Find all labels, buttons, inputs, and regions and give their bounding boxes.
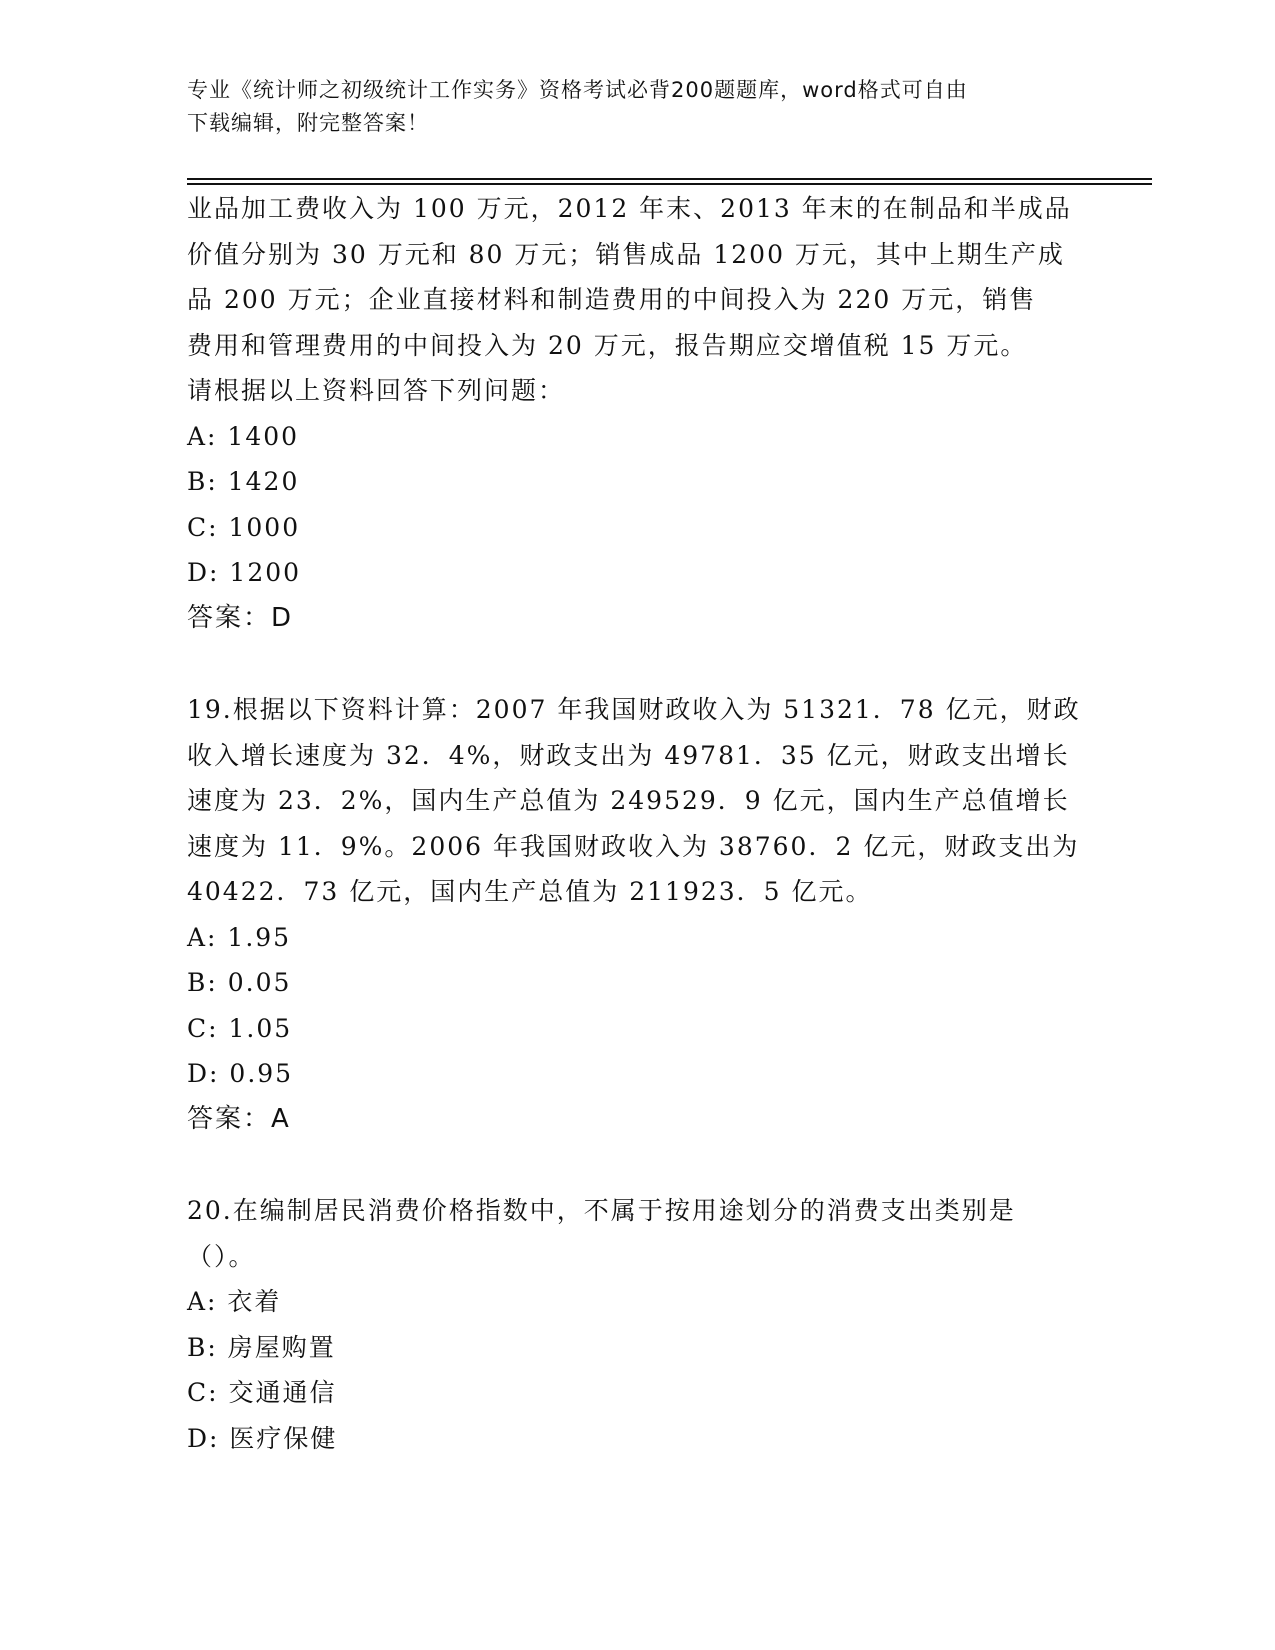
question-18 (187, 186, 1147, 641)
question-18-line-2: 价值分别为 30 万元和 80 万元；销售成品 1200 万元，其中上期生产成 (187, 239, 1065, 269)
header-rule-bottom (187, 183, 1152, 185)
question-19-option-d: D: 0.95 (187, 1059, 294, 1088)
question-18-line-5: 请根据以上资料回答下列问题： (187, 376, 566, 405)
question-18-line-4: 费用和管理费用的中间投入为 20 万元，报告期应交增值税 15 万元。 (187, 330, 1028, 360)
question-18-line-3: 品 200 万元；企业直接材料和制造费用的中间投入为 220 万元，销售 (187, 285, 1037, 314)
document-header (187, 74, 1077, 140)
question-20-option-d: D: 医疗保健 (187, 1423, 338, 1453)
question-20-option-c: C: 交通通信 (187, 1378, 337, 1407)
question-18-line-1: 业品加工费收入为 100 万元，2012 年末、2013 年末的在制品和半成品 (187, 194, 1072, 223)
spacer (187, 641, 1147, 687)
question-19 (187, 687, 1147, 1142)
question-19-line-3: 速度为 23．2%，国内生产总值为 249529．9 亿元，国内生产总值增长 (187, 786, 1070, 815)
question-19-option-b: B: 0.05 (187, 968, 292, 997)
question-18-option-c: C: 1000 (187, 512, 301, 542)
question-18-option-b: B: 1420 (187, 467, 300, 496)
question-18-answer: 答案：D (187, 602, 294, 633)
question-18-option-a: A: 1400 (187, 421, 300, 451)
question-20-option-b: B: 房屋购置 (187, 1332, 336, 1362)
header-line-1: 专业《统计师之初级统计工作实务》资格考试必背200题题库，word格式可自由 (187, 78, 968, 102)
question-18-option-d: D: 1200 (187, 558, 302, 587)
header-line-2: 下载编辑，附完整答案！ (187, 111, 429, 135)
document-body (187, 186, 1147, 1461)
question-19-line-2: 收入增长速度为 32．4%，财政支出为 49781．35 亿元，财政支出增长 (187, 740, 1070, 770)
question-20 (187, 1188, 1147, 1461)
question-19-option-c: C: 1.05 (187, 1013, 293, 1043)
spacer (187, 1142, 1147, 1188)
question-19-answer: 答案：A (187, 1103, 291, 1134)
question-19-line-5: 40422．73 亿元，国内生产总值为 211923．5 亿元。 (187, 877, 873, 906)
header-rule-top (187, 178, 1152, 180)
question-20-line-2: （）。 (187, 1241, 256, 1271)
question-20-option-a: A: 衣着 (187, 1287, 282, 1316)
question-20-line-1: 20.在编制居民消费价格指数中，不属于按用途划分的消费支出类别是 (187, 1196, 1016, 1225)
question-19-line-1: 19.根据以下资料计算：2007 年我国财政收入为 51321．78 亿元，财政 (187, 695, 1081, 724)
question-19-option-a: A: 1.95 (187, 922, 292, 952)
question-19-line-4: 速度为 11．9%。2006 年我国财政收入为 38760．2 亿元，财政支出为 (187, 831, 1080, 861)
